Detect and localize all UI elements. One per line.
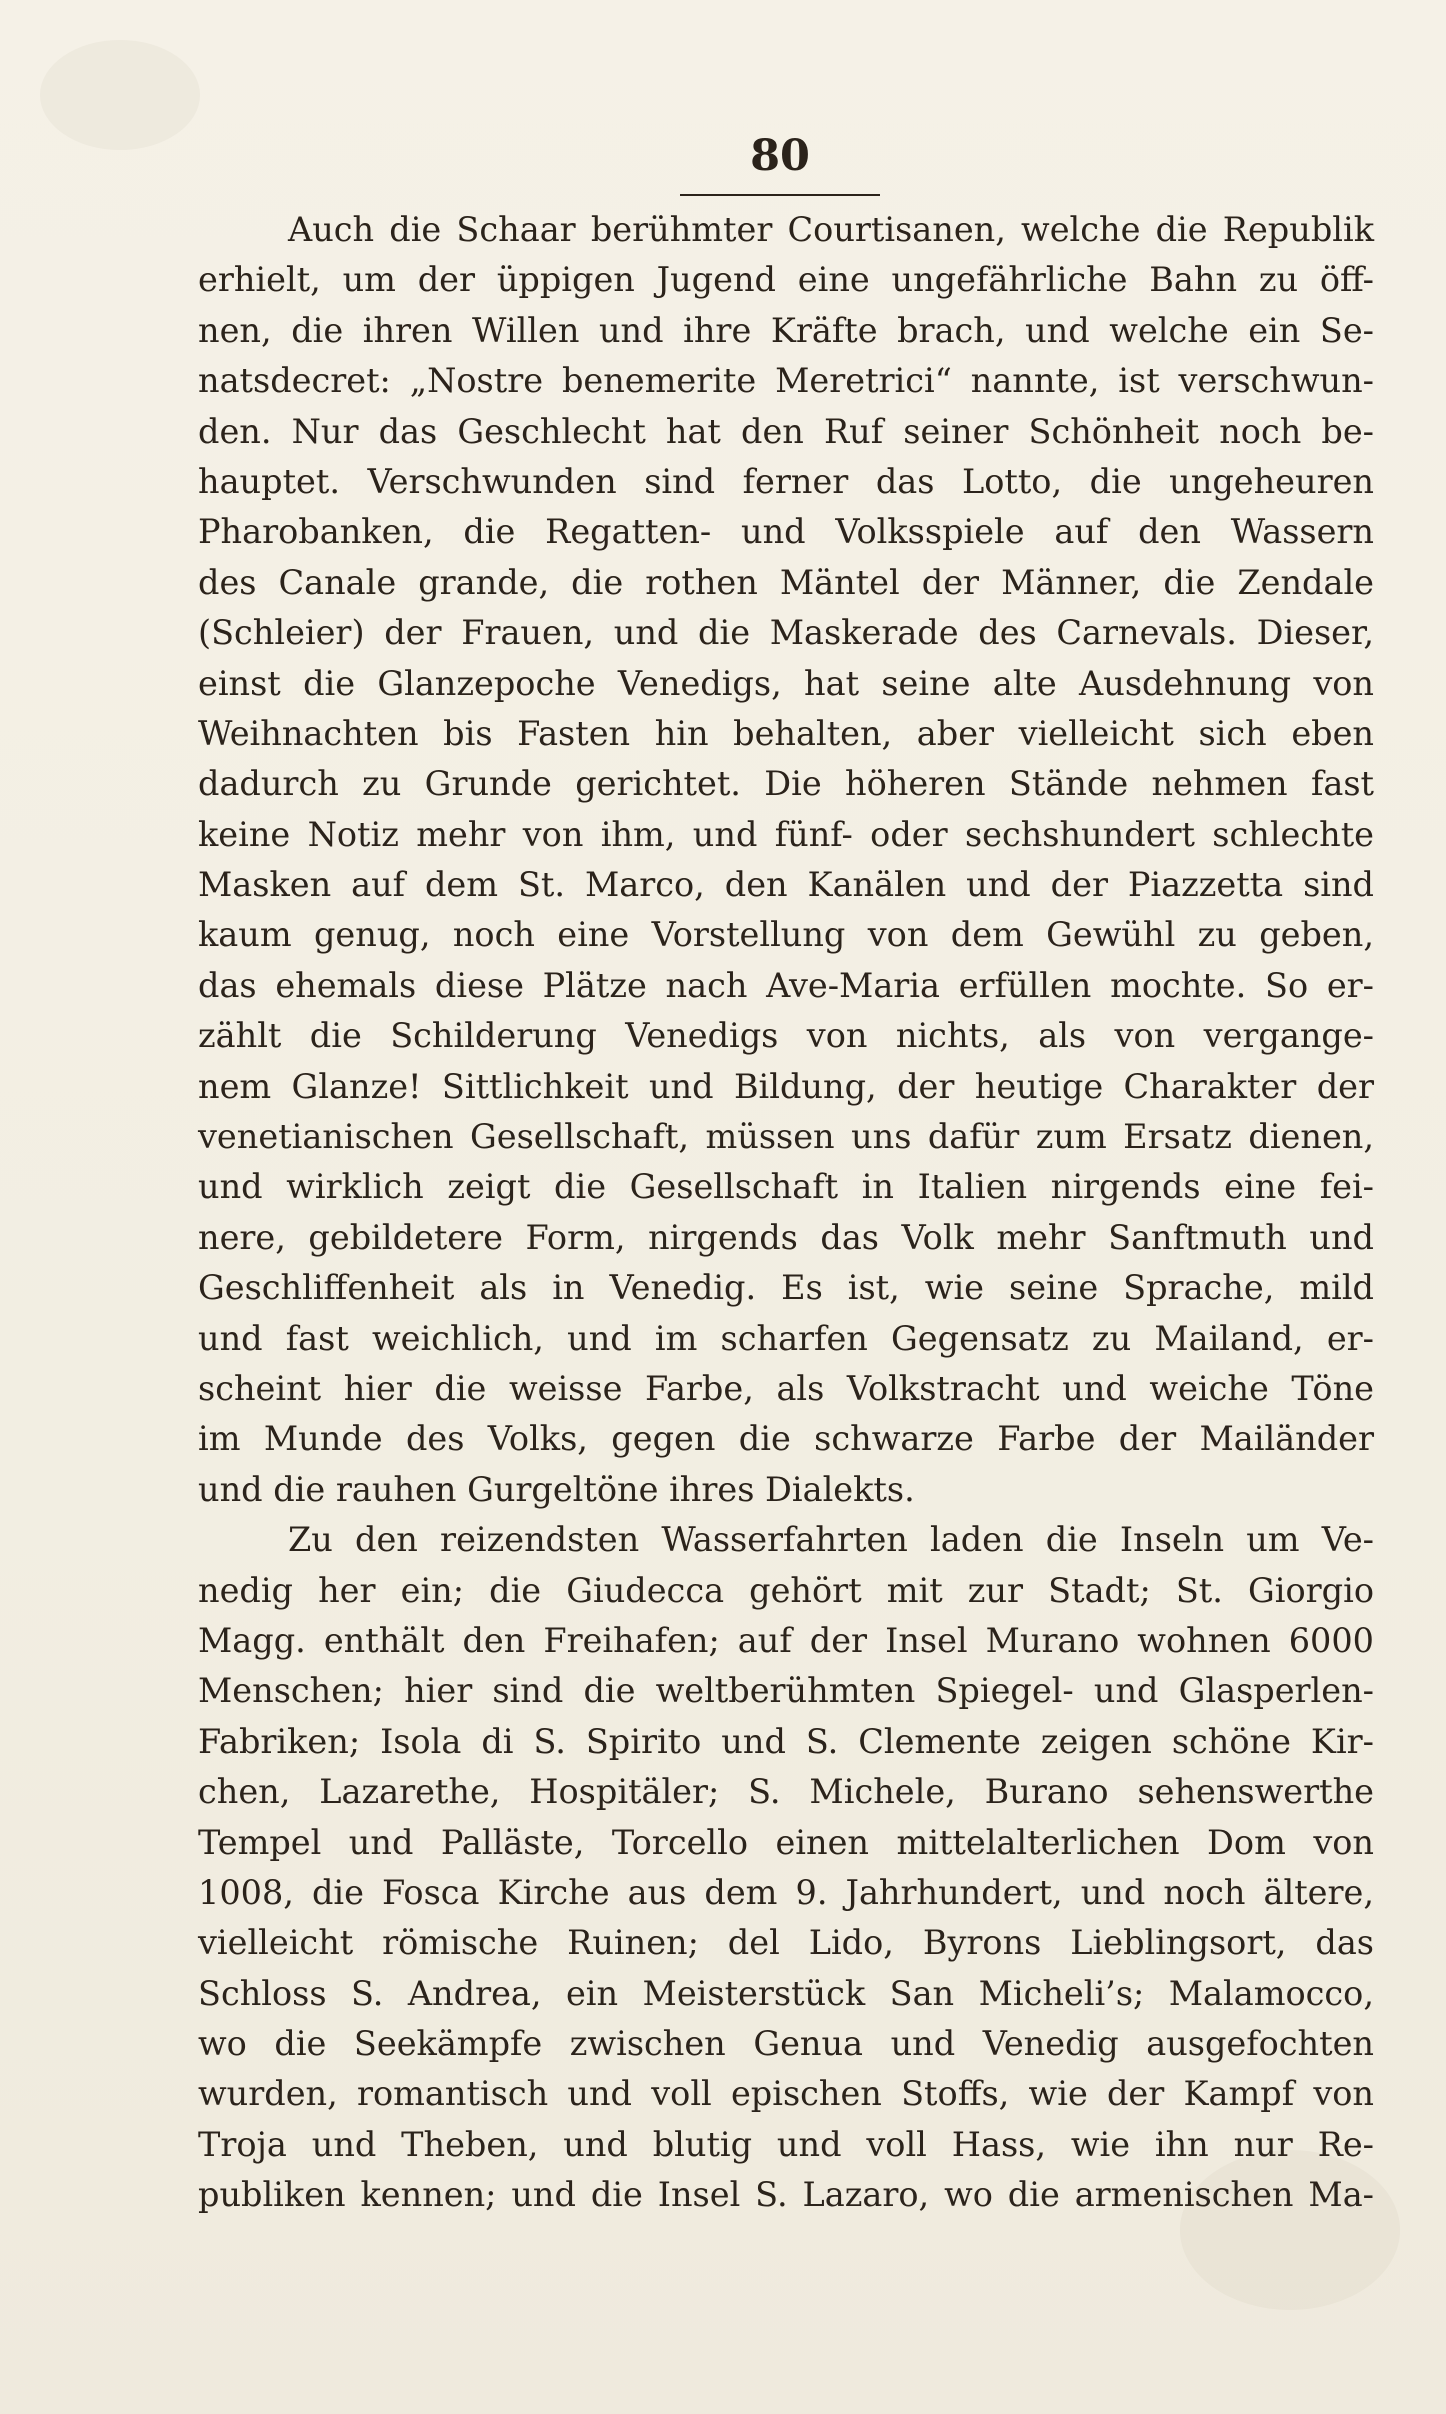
text-line: einst die Glanzepoche Venedigs, hat seine alte Ausdehnung von: [198, 663, 1374, 703]
page-number: 80: [680, 128, 880, 196]
text-line: nere, gebildetere Form, nirgends das Volk mehr Sanftmuth und: [198, 1217, 1374, 1257]
text-line: Schloss S. Andrea, ein Meisterstück San Micheli’s; Malamocco,: [198, 1973, 1374, 2013]
text-line: venetianischen Gesellschaft, müssen uns dafür zum Ersatz dienen,: [198, 1117, 1374, 1157]
text-line: keine Notiz mehr von ihm, und fünf- oder sechshundert schlechte: [198, 814, 1374, 854]
text-line: wurden, romantisch und voll epischen Stoffs, wie der Kampf von: [198, 2074, 1374, 2114]
text-line: hauptet. Verschwunden sind ferner das Lotto, die ungeheuren: [198, 461, 1374, 501]
text-line: 1008, die Fosca Kirche aus dem 9. Jahrhundert, und noch ältere,: [198, 1872, 1374, 1912]
text-line: publiken kennen; und die Insel S. Lazaro, wo die armenischen Ma-: [198, 2175, 1374, 2215]
text-line: Masken auf dem St. Marco, den Kanälen und der Piazzetta sind: [198, 865, 1374, 905]
text-line: Fabriken; Isola di S. Spirito und S. Clemente zeigen schöne Kir-: [198, 1721, 1374, 1761]
paper-stain: [40, 40, 200, 150]
text-line: Geschliffenheit als in Venedig. Es ist, wie seine Sprache, mild: [198, 1268, 1374, 1308]
text-line: erhielt, um der üppigen Jugend eine ungefährliche Bahn zu öff-: [198, 260, 1374, 300]
text-line: Magg. enthält den Freihafen; auf der Insel Murano wohnen 6000: [198, 1620, 1374, 1660]
text-line: zählt die Schilderung Venedigs von nichts, als von vergange-: [198, 1016, 1374, 1056]
text-line: des Canale grande, die rothen Mäntel der Männer, die Zendale: [198, 562, 1374, 602]
text-line: Auch die Schaar berühmter Courtisanen, welche die Republik: [288, 210, 1374, 249]
text-line: wo die Seekämpfe zwischen Genua und Venedig ausgefochten: [198, 2024, 1374, 2064]
text-line: (Schleier) der Frauen, und die Maskerade des Carnevals. Dieser,: [198, 613, 1374, 653]
body-text: [198, 205, 1374, 2221]
text-line: Tempel und Palläste, Torcello einen mittelalterlichen Dom von: [198, 1822, 1374, 1862]
text-line: vielleicht römische Ruinen; del Lido, Byrons Lieblingsort, das: [198, 1923, 1374, 1963]
text-line: Troja und Theben, und blutig und voll Hass, wie ihn nur Re-: [198, 2124, 1374, 2164]
text-line: das ehemals diese Plätze nach Ave-Maria erfüllen mochte. So er-: [198, 965, 1374, 1005]
text-line: Zu den reizendsten Wasserfahrten laden die Inseln um Ve-: [288, 1520, 1374, 1560]
text-line: im Munde des Volks, gegen die schwarze Farbe der Mailänder: [198, 1419, 1374, 1459]
text-line: und wirklich zeigt die Gesellschaft in Italien nirgends eine fei-: [198, 1167, 1374, 1207]
text-line: chen, Lazarethe, Hospitäler; S. Michele, Burano sehenswerthe: [198, 1772, 1374, 1812]
text-line: scheint hier die weisse Farbe, als Volkstracht und weiche Töne: [198, 1368, 1374, 1408]
text-line: Weihnachten bis Fasten hin behalten, aber vielleicht sich eben: [198, 713, 1374, 753]
text-line: Menschen; hier sind die weltberühmten Spiegel- und Glasperlen-: [198, 1671, 1374, 1711]
text-line: nen, die ihren Willen und ihre Kräfte brach, und welche ein Se-: [198, 310, 1374, 350]
text-line: natsdecret: „Nostre benemerite Meretrici“ nannte, ist verschwun-: [198, 361, 1374, 401]
text-line: den. Nur das Geschlecht hat den Ruf seiner Schönheit noch be-: [198, 411, 1374, 451]
text-line: dadurch zu Grunde gerichtet. Die höheren Stände nehmen fast: [198, 764, 1374, 804]
text-line: nem Glanze! Sittlichkeit und Bildung, der heutige Charakter der: [198, 1066, 1374, 1106]
text-line: und fast weichlich, und im scharfen Gegensatz zu Mailand, er-: [198, 1318, 1374, 1358]
paragraph-last-line: und die rauhen Gurgeltöne ihres Dialekts.: [198, 1469, 915, 1509]
text-line: nedig her ein; die Giudecca gehört mit zur Stadt; St. Giorgio: [198, 1570, 1374, 1610]
text-line: kaum genug, noch eine Vorstellung von dem Gewühl zu geben,: [198, 915, 1374, 955]
text-line: Pharobanken, die Regatten- und Volksspiele auf den Wassern: [198, 512, 1374, 552]
